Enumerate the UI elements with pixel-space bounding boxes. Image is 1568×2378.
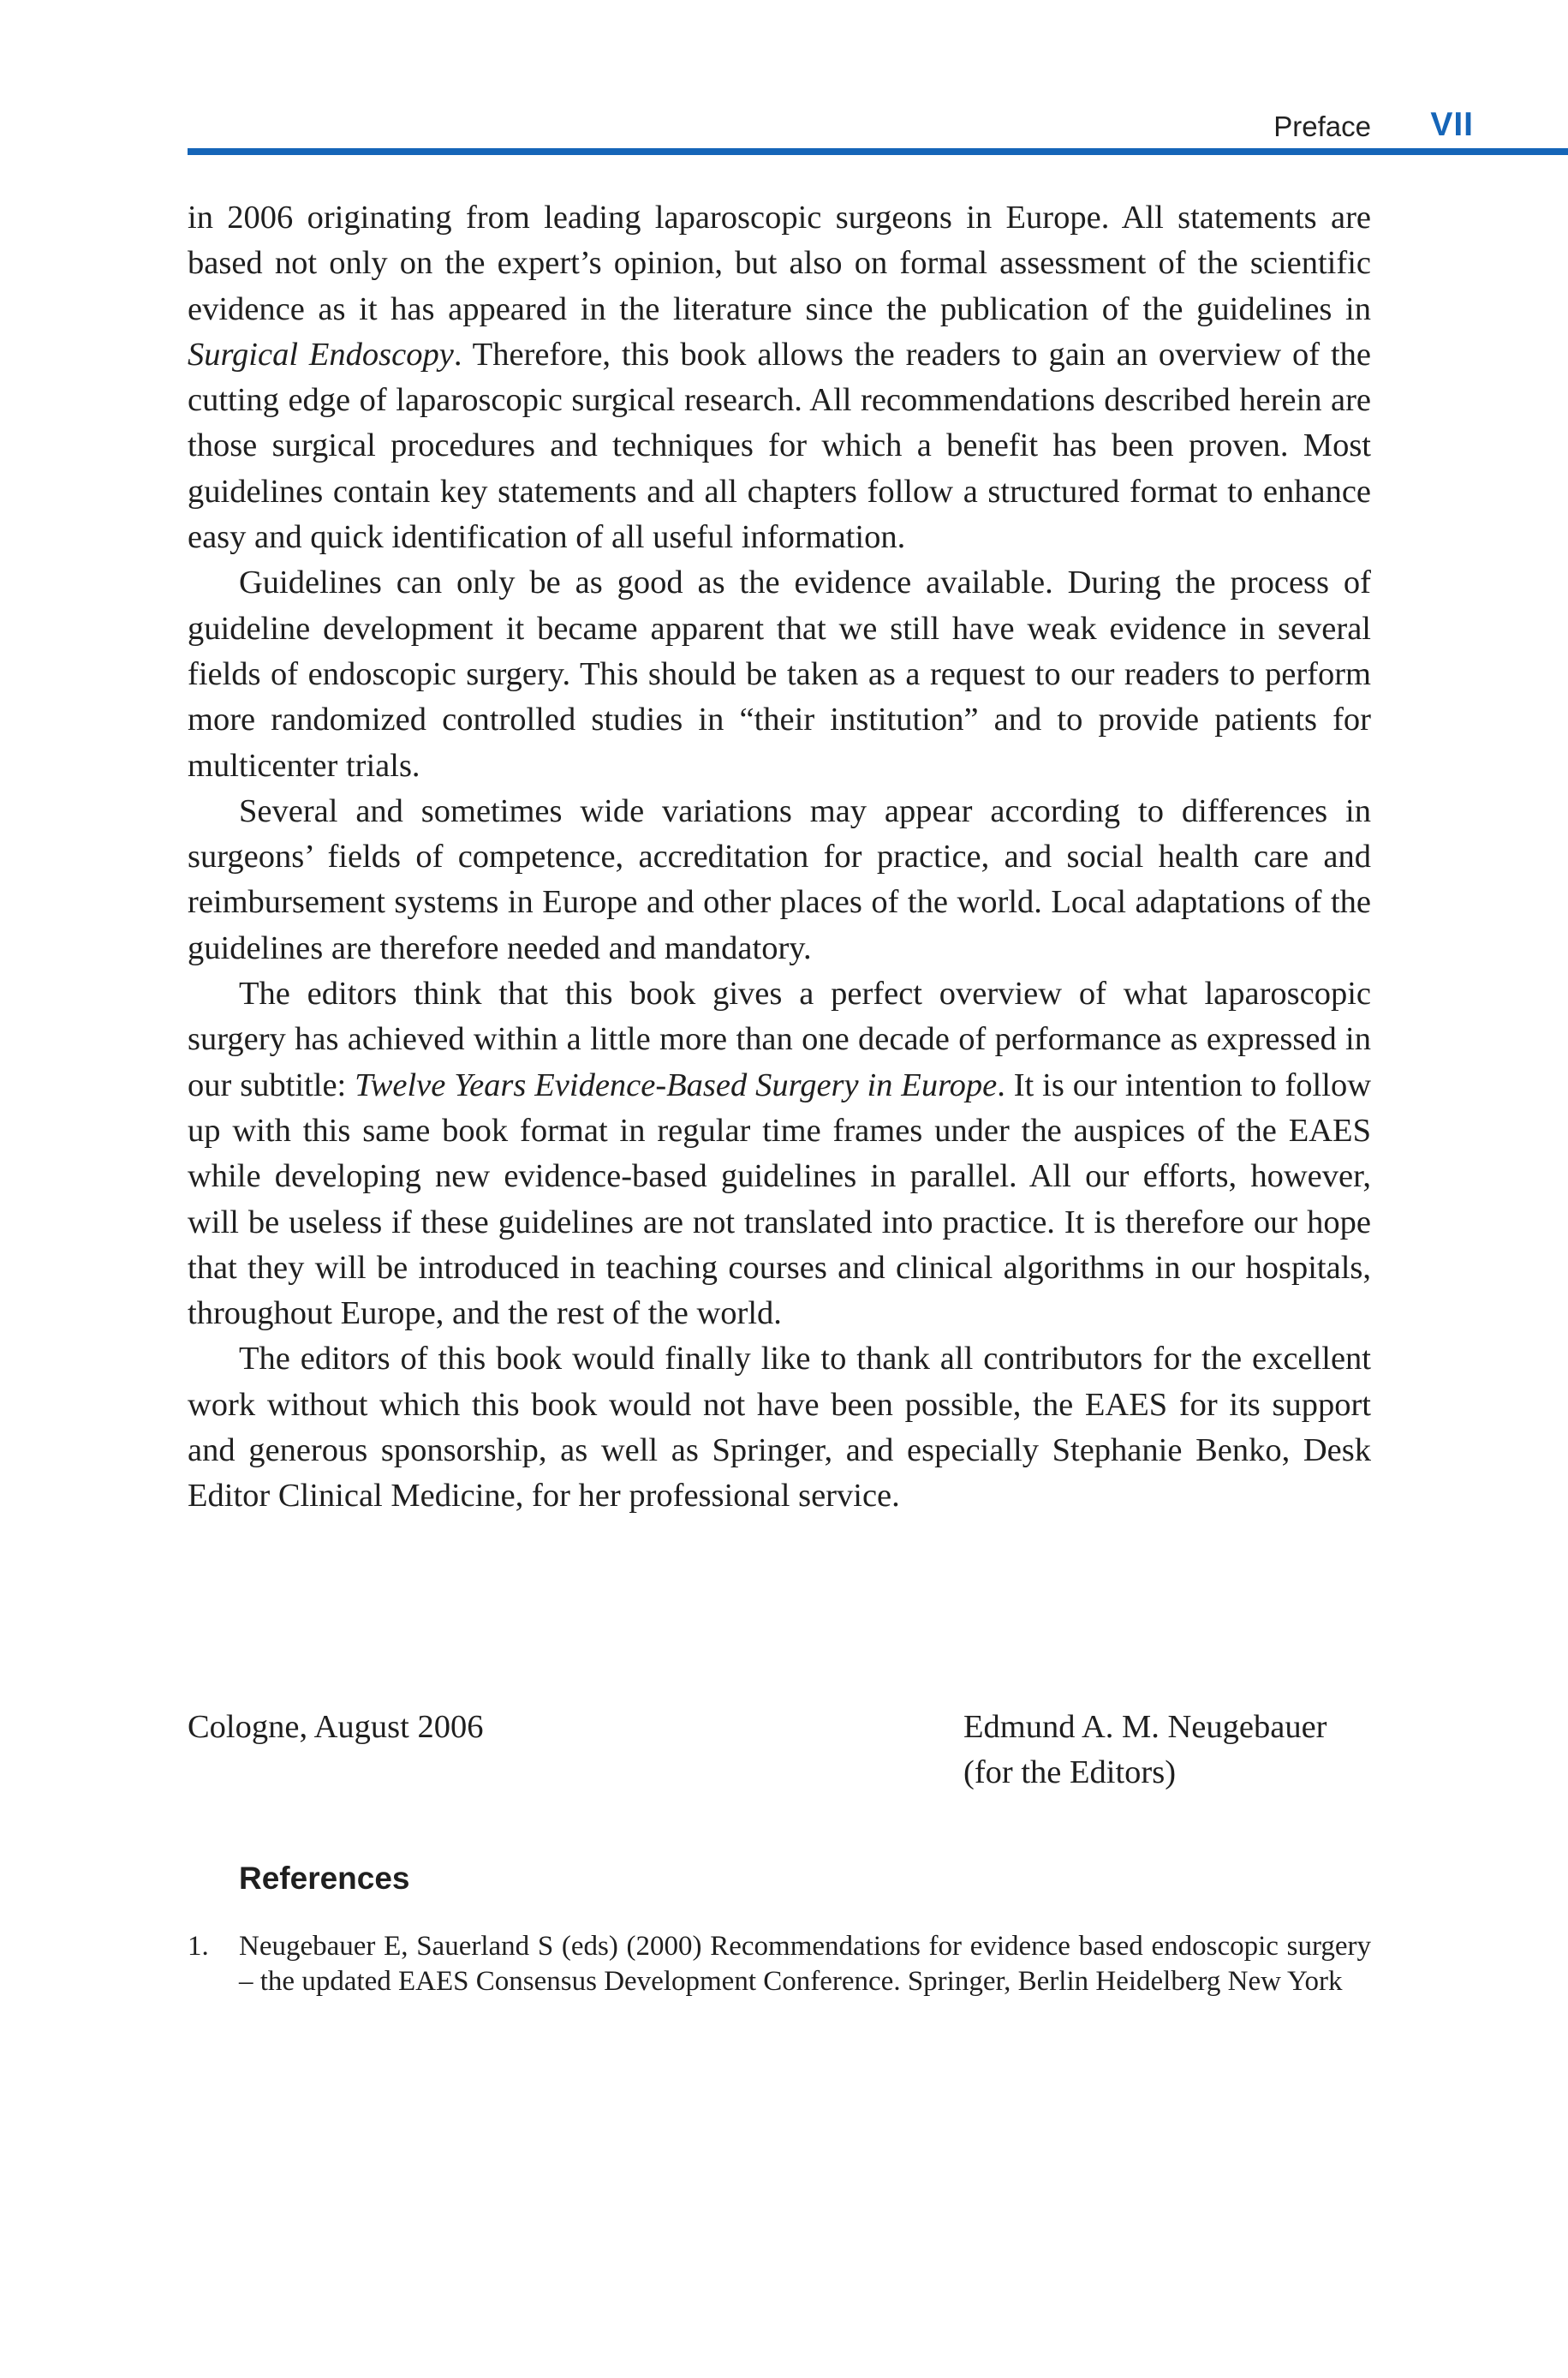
paragraph-3-text: Several and sometimes wide variations may appear according to differences in surgeons’ fields of competence, accreditation for practice, and social health care and reimbursement systems in Europe and other places of the world. Local adaptations of the guidelines are therefore needed and mandatory. [188,792,1371,966]
paragraph-2-text: Guidelines can only be as good as the evidence available. During the process of guideline development it became apparent that we still have weak evidence in several fields of endoscopic surgery. This should be taken as a request to our readers to perform more randomized controlled studies in “their institution” and to provide patients for multicenter trials. [188,565,1371,784]
paragraph-4 [188,971,1371,1336]
running-head-section: Preface [1273,111,1371,142]
journal-title: Surgical Endoscopy [188,336,454,373]
reference-item [188,1929,1371,1999]
references-list [188,1929,1371,1999]
paragraph-5-text: The editors of this book would finally like to thank all contributors for the excellent work without which this book would not have been possible, the EAES for its support and generous sponsorship, as well as Springer, and especially Stephanie Benko, Desk Editor Clinical Medicine, for her professional service. [188,1341,1371,1515]
paragraph-2 [188,560,1371,788]
references-heading: References [239,1861,410,1896]
page-number: VII [1430,106,1474,143]
page-header [0,0,1568,156]
paragraph-1-part-3: . Therefore, this book allows the readers to gain an overview of the cutting edge of laparoscopic surgical research. All recommendations described herein are those surgical procedures and techniques for which a benefit has been proven. Most guidelines contain key statements and all chapters follow a structured format to enhance easy and quick identification of all useful information. [188,336,1371,556]
signature-place-date: Cologne, August 2006 [188,1709,484,1745]
reference-number: 1. [188,1931,209,1962]
paragraph-1-part-1: in 2006 originating from leading laparoscopic surgeons in Europe. All statements are based not only on the expert’s opinion, but also on formal assessment of the scientific evidence as it has appeared in the literature since the publication of the guidelines in [188,200,1371,327]
book-subtitle: Twelve Years Evidence-Based Surgery in Europe [355,1067,998,1103]
paragraph-5 [188,1336,1371,1519]
paragraph-1 [188,195,1371,560]
header-rule [188,148,1568,155]
body-text [188,195,1371,1520]
paragraph-4-part-1: The editors think that this book gives a perfect overview of what laparoscopic surgery has achieved within a little more than one decade of performance as expressed in our subtitle: [188,976,1371,1103]
reference-text: Neugebauer E, Sauerland S (eds) (2000) Recommendations for evidence based endoscopic surgery – the updated EAES Consensus Development Conference. Springer, Berlin Heidelberg New York [239,1931,1371,1997]
paragraph-4-part-3: . It is our intention to follow up with this same book format in regular time frames under the auspices of the EAES while developing new evidence-based guidelines in parallel. All our efforts, however, will be useless if these guidelines are not translated into practice. It is therefore our hope that they will be introduced in teaching courses and clinical algorithms in our hospitals, throughout Europe, and the rest of the world. [188,1067,1372,1332]
signature-role: (for the Editors) [963,1754,1177,1790]
signature-name: Edmund A. M. Neugebauer [963,1709,1327,1745]
paragraph-3 [188,789,1371,971]
